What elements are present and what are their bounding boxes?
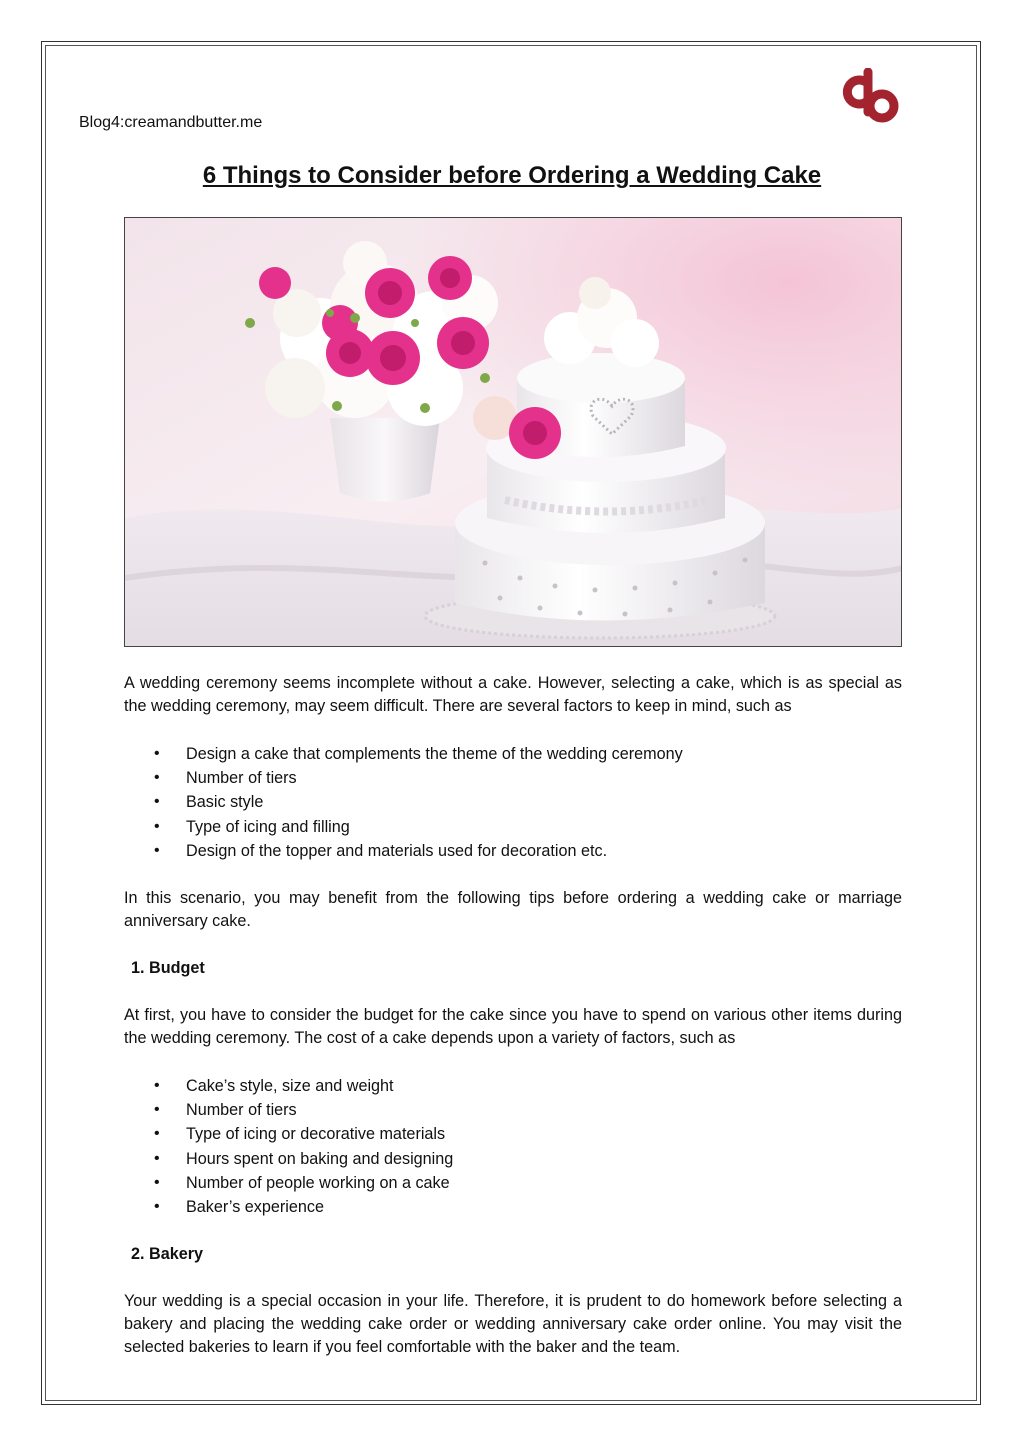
budget-factors-list: [124, 1074, 902, 1219]
list-item: • Number of tiers: [124, 1098, 902, 1122]
list-item: • Type of icing and filling: [124, 815, 902, 839]
section-heading-budget: 1. Budget: [131, 958, 205, 977]
wedding-cake-photo: [124, 217, 902, 647]
factors-list: [124, 742, 902, 863]
list-item: • Type of icing or decorative materials: [124, 1122, 902, 1146]
list-item: • Design of the topper and materials used for decoration etc.: [124, 839, 902, 863]
section-heading-bakery: 2. Bakery: [131, 1245, 203, 1264]
list-item: • Basic style: [124, 790, 902, 814]
list-item: • Baker’s experience: [124, 1195, 902, 1219]
list-item: • Cake’s style, size and weight: [124, 1074, 902, 1098]
bakery-paragraph: Your wedding is a special occasion in your life. Therefore, it is prudent to do homework before selecting a bakery and placing the wedding cake order or wedding anniversary cake order online. You may visit the selected bakeries to learn if you feel comfortable with the baker and the team.: [124, 1292, 902, 1357]
list-item: • Number of tiers: [124, 766, 902, 790]
cb-logo-icon: [838, 68, 902, 126]
tips-intro-paragraph: In this scenario, you may benefit from the following tips before ordering a wedding cake or marriage anniversary cake.: [124, 888, 902, 930]
list-item: • Hours spent on baking and designing: [124, 1147, 902, 1171]
budget-paragraph: At first, you have to consider the budget for the cake since you have to spend on various other items during the wedding ceremony. The cost of a cake depends upon a variety of factors, such as: [124, 1005, 902, 1047]
list-item: • Design a cake that complements the theme of the wedding ceremony: [124, 742, 902, 766]
article-body: [124, 672, 902, 1359]
article-title: 6 Things to Consider before Ordering a Wedding Cake: [202, 162, 822, 189]
list-item: • Number of people working on a cake: [124, 1171, 902, 1195]
intro-paragraph: A wedding ceremony seems incomplete without a cake. However, selecting a cake, which is as special as the wedding ceremony, may seem difficult. There are several factors to keep in mind, such as: [124, 674, 902, 715]
site-label: Blog4:creamandbutter.me: [79, 114, 263, 131]
